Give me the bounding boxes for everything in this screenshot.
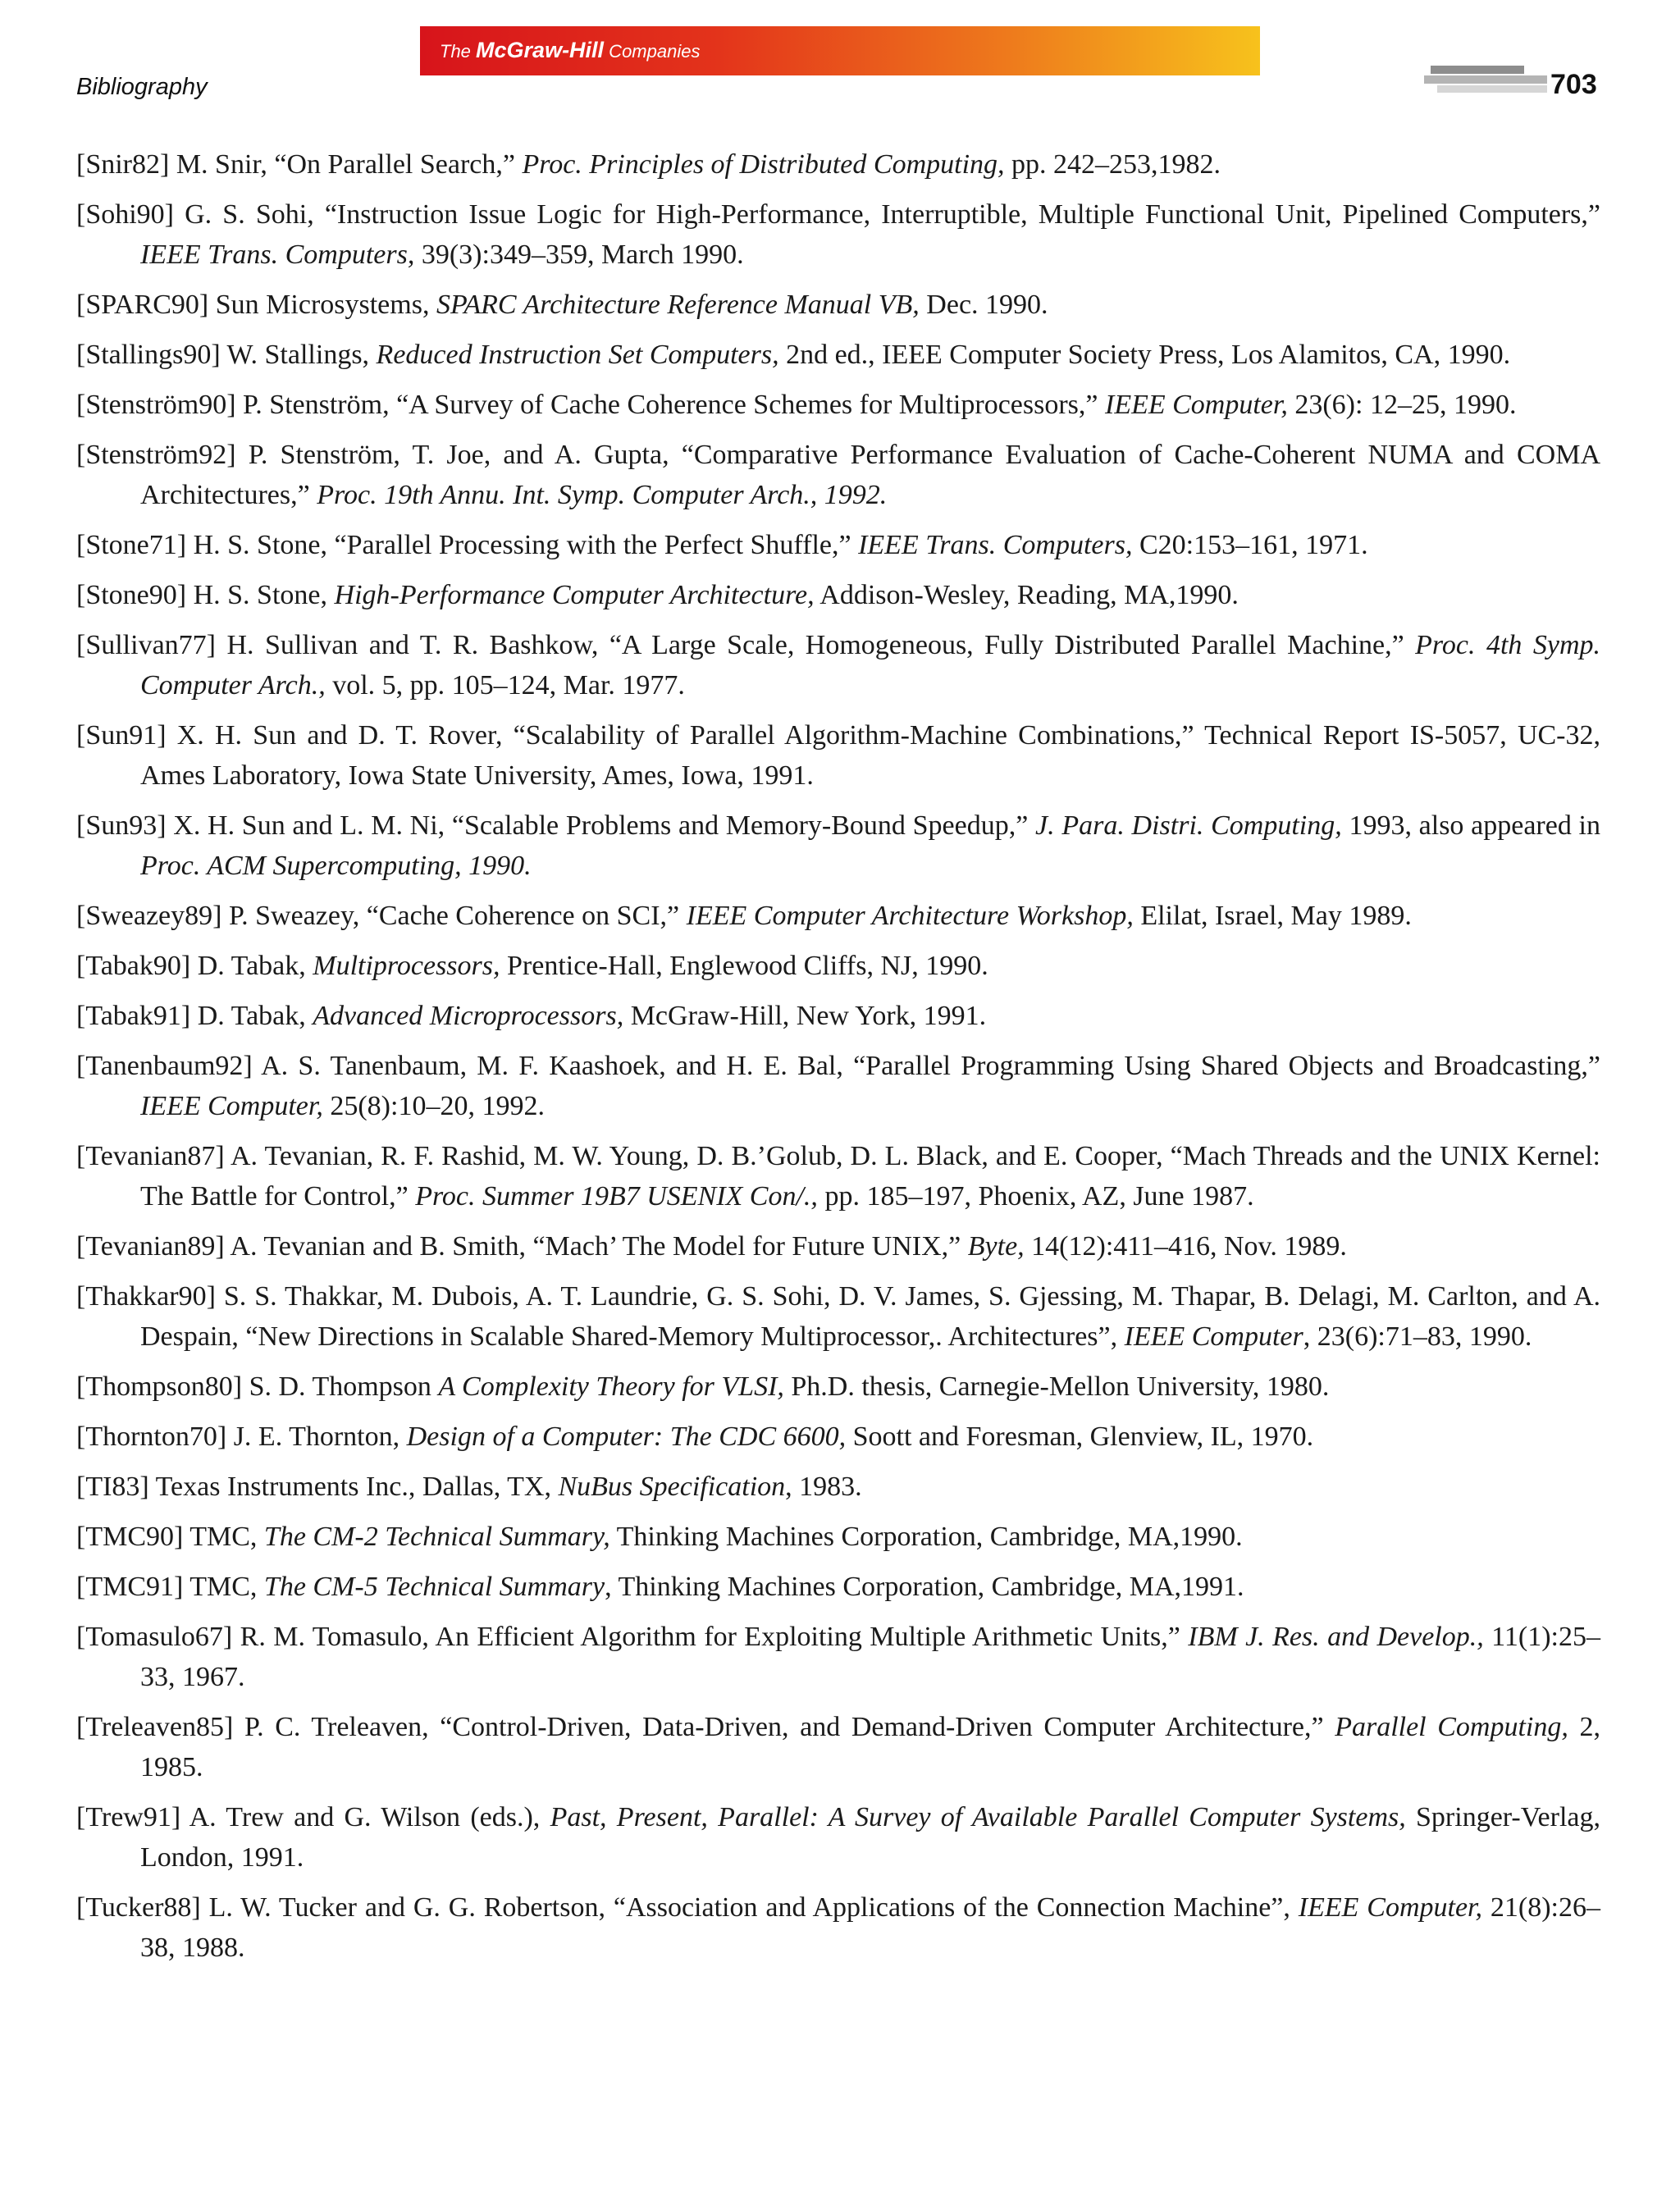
- entry-text: , Thinking Machines Corporation, Cambridge, MA,1991.: [605, 1572, 1244, 1602]
- bibliography-entry: [76, 385, 1600, 425]
- entry-text: P. Stenström, “A Survey of Cache Coherence Schemes for Multiprocessors,”: [235, 390, 1105, 420]
- entry-text: 23(6): 12–25, 1990.: [1287, 390, 1517, 420]
- publisher-banner: [420, 26, 1260, 75]
- entry-text: Dec. 1990.: [919, 290, 1048, 320]
- citation-key: [Thakkar90]: [76, 1281, 216, 1312]
- entry-title-italic: Proc. Summer 19B7 USENIX Con/.,: [415, 1181, 818, 1212]
- entry-title-italic: Byte,: [967, 1231, 1025, 1262]
- bibliography-entry: [76, 285, 1600, 325]
- citation-key: [TMC90]: [76, 1522, 184, 1552]
- bibliography-entry: [76, 1797, 1600, 1878]
- entry-title-italic: J. Para. Distri. Computing,: [1035, 810, 1342, 841]
- bibliography-entry: [76, 435, 1600, 515]
- citation-key: [Tabak91]: [76, 1001, 191, 1031]
- entry-title-italic: The CM-2 Technical Summary,: [263, 1522, 610, 1552]
- entry-text: Elilat, Israel, May 1989.: [1133, 901, 1412, 931]
- citation-key: [Stone90]: [76, 580, 187, 610]
- entry-text: 25(8):10–20, 1992.: [322, 1091, 545, 1121]
- citation-key: [Sun91]: [76, 720, 167, 751]
- entry-title-italic: SPARC Architecture Reference Manual VB,: [436, 290, 920, 320]
- entry-text: Texas Instruments Inc., Dallas, TX,: [148, 1472, 559, 1502]
- bibliography-list: [76, 144, 1600, 1978]
- bibliography-entry: [76, 1567, 1600, 1607]
- citation-key: [Tabak90]: [76, 951, 191, 981]
- bibliography-entry: [76, 1467, 1600, 1507]
- entry-text: P. Sweazey, “Cache Coherence on SCI,”: [221, 901, 687, 931]
- page-number: 703: [1550, 69, 1597, 100]
- entry-title-italic: Proc. 4th Symp. Computer Arch.,: [140, 630, 1600, 700]
- entry-text: P. Stenström, T. Joe, and A. Gupta, “Comparative Performance Evaluation of Cache-Coherent NUMA and COMA Architectures,”: [140, 440, 1600, 510]
- entry-text: Soott and Foresman, Glenview, IL, 1970.: [846, 1422, 1314, 1452]
- citation-key: [Sweazey89]: [76, 901, 222, 931]
- entry-title-italic: Proc. Principles of Distributed Computing,: [522, 149, 1005, 180]
- entry-title-italic: IEEE Computer,: [1105, 390, 1288, 420]
- entry-title-italic: Advanced Microprocessors,: [313, 1001, 624, 1031]
- entry-text: Springer-Verlag, London, 1991.: [140, 1802, 1600, 1873]
- entry-title-italic: IEEE Computer,: [1298, 1892, 1483, 1923]
- entry-text: Addison-Wesley, Reading, MA,1990.: [814, 580, 1239, 610]
- entry-text: S. D. Thompson: [242, 1371, 439, 1402]
- bibliography-entry: [76, 1046, 1600, 1126]
- entry-text: 14(12):411–416, Nov. 1989.: [1024, 1231, 1347, 1262]
- entry-title-italic: IEEE Trans. Computers,: [858, 530, 1133, 560]
- entry-text: H. S. Stone,: [186, 580, 335, 610]
- entry-text: J. E. Thornton,: [226, 1422, 407, 1452]
- entry-text: Prentice-Hall, Englewood Cliffs, NJ, 1990.: [500, 951, 988, 981]
- banner-prefix: The: [440, 41, 477, 62]
- entry-text: D. Tabak,: [190, 951, 313, 981]
- entry-text: G. S. Sohi, “Instruction Issue Logic for High-Performance, Interruptible, Multiple Functional Unit, Pipelined Computers,”: [174, 199, 1600, 230]
- citation-key: [Tanenbaum92]: [76, 1051, 253, 1081]
- entry-text: 1993, also appeared in: [1341, 810, 1600, 841]
- entry-text: H. S. Stone, “Parallel Processing with the Perfect Shuffle,”: [186, 530, 859, 560]
- citation-key: [Treleaven85]: [76, 1712, 234, 1742]
- entry-text: A. Tevanian, R. F. Rashid, M. W. Young, D. B.’Golub, D. L. Black, and E. Cooper, “Mach Threads and the UNIX Kernel: The Battle for Control,”: [140, 1141, 1600, 1212]
- bibliography-entry: [76, 1226, 1600, 1266]
- entry-text: H. Sullivan and T. R. Bashkow, “A Large Scale, Homogeneous, Fully Distributed Parallel Machine,”: [215, 630, 1416, 660]
- entry-text: R. M. Tomasulo, An Efficient Algorithm for Exploiting Multiple Arithmetic Units,”: [232, 1622, 1189, 1652]
- citation-key: [Tevanian89]: [76, 1231, 225, 1262]
- entry-text: TMC,: [183, 1572, 264, 1602]
- entry-text: D. Tabak,: [190, 1001, 313, 1031]
- entry-title-italic: Parallel Computing,: [1335, 1712, 1568, 1742]
- entry-text: P. C. Treleaven, “Control-Driven, Data-Driven, and Demand-Driven Computer Architecture,”: [233, 1712, 1335, 1742]
- entry-title-italic: Multiprocessors,: [313, 951, 500, 981]
- bibliography-entry: [76, 1136, 1600, 1216]
- citation-key: [Tomasulo67]: [76, 1622, 233, 1652]
- entry-text: A. Trew and G. Wilson (eds.),: [180, 1802, 550, 1832]
- entry-text: Thinking Machines Corporation, Cambridge, MA,1990.: [609, 1522, 1243, 1552]
- entry-text: vol. 5, pp. 105–124, Mar. 1977.: [325, 670, 685, 700]
- entry-text: 11(1):25–33, 1967.: [140, 1622, 1600, 1692]
- citation-key: [Sullivan77]: [76, 630, 216, 660]
- entry-text: S. S. Thakkar, M. Dubois, A. T. Laundrie, G. S. Sohi, D. V. James, S. Gjessing, M. Thapar, B. Delagi, M. Carlton, and A. Despain, “New Directions in Scalable Shared-Memory Multiprocessor,. Architectures”,: [140, 1281, 1600, 1352]
- entry-text: , 1983.: [785, 1472, 862, 1502]
- citation-key: [Sohi90]: [76, 199, 174, 230]
- banner-suffix: Companies: [604, 41, 701, 62]
- bibliography-entry: [76, 625, 1600, 705]
- entry-text: 21(8):26–38, 1988.: [140, 1892, 1601, 1963]
- entry-title-italic: IEEE Computer: [1124, 1321, 1303, 1352]
- citation-key: [Stenström92]: [76, 440, 236, 470]
- entry-text: Sun Microsystems,: [208, 290, 436, 320]
- entry-text: A. Tevanian and B. Smith, “Mach’ The Model for Future UNIX,”: [224, 1231, 968, 1262]
- entry-text: pp. 185–197, Phoenix, AZ, June 1987.: [817, 1181, 1254, 1212]
- bibliography-entry: [76, 194, 1600, 275]
- entry-text: X. H. Sun and D. T. Rover, “Scalability of Parallel Algorithm-Machine Combinations,” Technical Report IS-5057, UC-32, Ames Laboratory, Iowa State University, Ames, Iowa, 1991.: [140, 720, 1600, 791]
- entry-text: A. S. Tanenbaum, M. F. Kaashoek, and H. E. Bal, “Parallel Programming Using Shared Objects and Broadcasting,”: [252, 1051, 1600, 1081]
- citation-key: [Stone71]: [76, 530, 187, 560]
- bibliography-entry: [76, 946, 1600, 986]
- bibliography-entry: [76, 1367, 1600, 1407]
- entry-text: C20:153–161, 1971.: [1132, 530, 1368, 560]
- entry-title-italic: IEEE Trans. Computers,: [140, 240, 415, 270]
- entry-title-italic: IEEE Computer Architecture Workshop,: [686, 901, 1134, 931]
- citation-key: [Tevanian87]: [76, 1141, 225, 1171]
- entry-title-italic: High-Performance Computer Architecture,: [334, 580, 815, 610]
- entry-text: Ph.D. thesis, Carnegie-Mellon University, 1980.: [783, 1371, 1330, 1402]
- bibliography-entry: [76, 144, 1600, 185]
- bibliography-entry: [76, 575, 1600, 615]
- entry-title-italic: Proc. 19th Annu. Int. Symp. Computer Arch., 1992.: [317, 480, 888, 510]
- entry-text: pp. 242–253,1982.: [1004, 149, 1221, 180]
- citation-key: [Thompson80]: [76, 1371, 243, 1402]
- citation-key: [Stenström90]: [76, 390, 236, 420]
- bibliography-entry: [76, 1887, 1600, 1968]
- entry-title-italic: IEEE Computer,: [140, 1091, 323, 1121]
- entry-text: TMC,: [183, 1522, 264, 1552]
- entry-title-italic: Past, Present, Parallel: A Survey of Available Parallel Computer Systems,: [550, 1802, 1406, 1832]
- entry-text: 39(3):349–359, March 1990.: [414, 240, 744, 270]
- running-head: Bibliography: [76, 74, 208, 100]
- bibliography-entry: [76, 1707, 1600, 1787]
- entry-text: McGraw-Hill, New York, 1991.: [623, 1001, 987, 1031]
- bibliography-entry: [76, 996, 1600, 1036]
- bibliography-entry: [76, 1617, 1600, 1697]
- entry-title-italic: A Complexity Theory for VLSI,: [438, 1371, 784, 1402]
- entry-text: 2, 1985.: [140, 1712, 1601, 1782]
- bibliography-entry: [76, 896, 1600, 936]
- entry-text: M. Snir, “On Parallel Search,”: [169, 149, 523, 180]
- entry-text: W. Stallings,: [220, 340, 377, 370]
- bibliography-entry: [76, 715, 1600, 796]
- entry-title-italic: Design of a Computer: The CDC 6600,: [406, 1422, 847, 1452]
- entry-text: X. H. Sun and L. M. Ni, “Scalable Problems and Memory-Bound Speedup,”: [166, 810, 1036, 841]
- bibliography-entry: [76, 1417, 1600, 1457]
- citation-key: [Thornton70]: [76, 1422, 227, 1452]
- bibliography-entry: [76, 335, 1600, 375]
- bibliography-entry: [76, 1517, 1600, 1557]
- citation-key: [Stallings90]: [76, 340, 221, 370]
- entry-text: L. W. Tucker and G. G. Robertson, “Association and Applications of the Connection Machine”,: [200, 1892, 1299, 1923]
- bibliography-entry: [76, 525, 1600, 565]
- bibliography-entry: [76, 1276, 1600, 1357]
- publisher-logo-text: [440, 38, 700, 63]
- citation-key: [TMC91]: [76, 1572, 184, 1602]
- entry-title-italic: Proc. ACM Supercomputing, 1990.: [140, 851, 532, 881]
- citation-key: [Sun93]: [76, 810, 167, 841]
- entry-title-italic: NuBus Specification: [558, 1472, 786, 1502]
- entry-text: 2nd ed., IEEE Computer Society Press, Los Alamitos, CA, 1990.: [778, 340, 1511, 370]
- bibliography-entry: [76, 805, 1600, 886]
- citation-key: [Snir82]: [76, 149, 170, 180]
- entry-title-italic: IBM J. Res. and Develop.,: [1188, 1622, 1484, 1652]
- banner-brand: McGraw-Hill: [476, 38, 605, 62]
- entry-title-italic: The CM-5 Technical Summary: [263, 1572, 605, 1602]
- citation-key: [Trew91]: [76, 1802, 181, 1832]
- entry-title-italic: Reduced Instruction Set Computers,: [376, 340, 779, 370]
- citation-key: [SPARC90]: [76, 290, 209, 320]
- citation-key: [TI83]: [76, 1472, 149, 1502]
- citation-key: [Tucker88]: [76, 1892, 201, 1923]
- entry-text: , 23(6):71–83, 1990.: [1303, 1321, 1532, 1352]
- page-number-bars-icon: [1424, 66, 1547, 98]
